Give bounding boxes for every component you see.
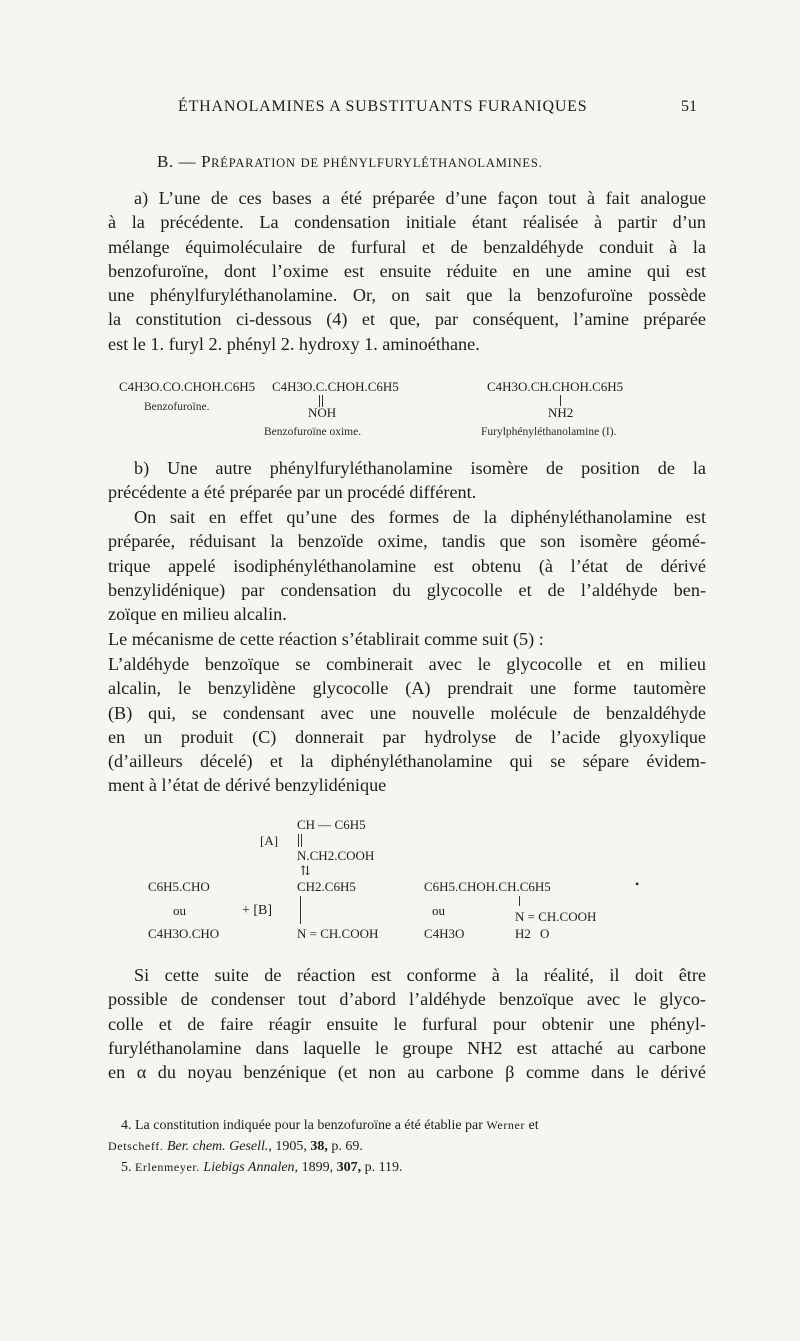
footnote-4-volume: 38, xyxy=(310,1139,328,1154)
formula-oxime-text: C4H3O.C.CHOH.C6H5 xyxy=(272,379,399,394)
single-bond-mark xyxy=(300,896,301,924)
paragraph-b xyxy=(108,456,706,505)
text-line: en α du noyau benzénique (et non au carbone β comme dans le dérivé xyxy=(108,1062,706,1083)
footnote-5-volume: 307, xyxy=(336,1160,362,1175)
text-line: alcalin, le benzylidène glycocolle (A) prendrait une forme tautomère xyxy=(108,678,706,699)
footnote-5-author: Erlenmeyer. xyxy=(135,1160,200,1174)
footnote-4-year: 1905, xyxy=(275,1139,307,1154)
text-line: b) Une autre phénylfuryléthanolamine isomère de position de la xyxy=(134,458,706,478)
formula-amine-label: Furylphényléthanolamine (I). xyxy=(481,426,617,438)
footnote-4 xyxy=(108,1115,706,1136)
formula-benzofuroine-text: C4H3O.CO.CHOH.C6H5 xyxy=(119,379,256,394)
formula-benzofuroine-label: Benzofuroïne. xyxy=(144,401,210,413)
scheme-c-h2: H2 xyxy=(515,926,531,941)
print-dot: • xyxy=(635,877,640,891)
section-heading-word: RÉPARATION xyxy=(211,156,296,170)
text-line: (d’ailleurs décelé) et la diphényléthanolamine qui se sépare évidem- xyxy=(108,751,706,772)
scheme-left-bottom: C4H3O.CHO xyxy=(148,926,220,941)
scheme-b-top: CH2.C6H5 xyxy=(297,879,356,894)
text-line: à la précédente. La condensation initiale étant réalisée à partir d’un xyxy=(108,212,706,233)
text-line: la constitution ci-dessous (4) et que, par conséquent, l’amine préparée xyxy=(108,309,706,330)
double-bond-mark xyxy=(301,834,302,847)
text-line: (B) qui, se condensant avec une nouvelle molécule de benzaldéhyde xyxy=(108,702,706,723)
scheme-a-label: [A] xyxy=(260,833,279,848)
scheme-a-top: CH — C6H5 xyxy=(297,817,366,832)
text-line: a) L’une de ces bases a été préparée d’une façon tout à fait analogue xyxy=(134,188,706,208)
footnote-4-text: 4. La constitution indiquée pour la benzofuroïne a été établie par xyxy=(121,1118,483,1133)
scheme-c-top: C6H5.CHOH.CH.C6H5 xyxy=(424,879,551,894)
footnote-4-author: Detscheff. xyxy=(108,1139,164,1153)
footnotes xyxy=(108,1115,706,1178)
text-line: est le 1. furyl 2. phényl 2. hydroxy 1. aminoéthane. xyxy=(108,333,480,354)
text-line: Si cette suite de réaction est conforme à la réalité, il doit être xyxy=(134,965,706,985)
scheme-b-bottom: N = CH.COOH xyxy=(297,926,379,941)
formula-oxime-sub: NOH xyxy=(308,405,337,420)
footnote-5 xyxy=(108,1157,706,1178)
text-line: trique appelé isodiphényléthanolamine est obtenu (à l’état de dérivé xyxy=(108,555,706,576)
text-line: précédente a été préparée par un procédé différent. xyxy=(108,482,477,503)
footnote-5-page: p. 119. xyxy=(364,1160,403,1175)
section-heading-prefix: B. — xyxy=(157,152,197,171)
paragraph-diphenyl xyxy=(108,505,706,626)
formula-amine-sub: NH2 xyxy=(548,405,574,420)
scheme-c-bottom-left: C4H3O xyxy=(424,926,465,941)
scheme-c-mid: ou xyxy=(432,903,445,918)
section-heading-initial: P xyxy=(201,152,212,171)
footnote-5-number: 5. xyxy=(121,1160,132,1175)
footnote-4-conj: et xyxy=(528,1118,539,1133)
scheme-c-n: N = CH.COOH xyxy=(515,909,597,924)
footnote-4-cont xyxy=(108,1136,706,1157)
running-title: ÉTHANOLAMINES A SUBSTITUANTS FURANIQUES xyxy=(178,98,588,115)
scheme-left-mid: ou xyxy=(173,903,186,918)
section-heading xyxy=(157,152,543,172)
footnote-4-author: Werner xyxy=(486,1118,526,1132)
scheme-left-top: C6H5.CHO xyxy=(148,879,210,894)
formula-amine-text: C4H3O.CH.CHOH.C6H5 xyxy=(487,379,624,394)
text-line: possible de condenser tout d’abord l’aldéhyde benzoïque avec le glyco- xyxy=(108,989,706,1010)
running-head xyxy=(0,98,800,122)
text-line: furyléthanolamine dans laquelle le groupe NH2 est attaché au carbone xyxy=(108,1037,706,1058)
text-line: mélange équimoléculaire de furfural et de benzaldéhyde conduit à la xyxy=(108,236,706,257)
paragraph-aldehyde xyxy=(108,652,706,798)
footnote-5-journal: Liebigs Annalen, xyxy=(203,1160,299,1175)
formula-oxime-label: Benzofuroïne oxime. xyxy=(264,426,362,438)
scheme-c-o: O xyxy=(540,926,550,941)
text-line: L’aldéhyde benzoïque se combinerait avec le glycocolle et en milieu xyxy=(108,654,706,674)
text-line: ment à l’état de dérivé benzylidénique xyxy=(108,775,387,796)
page-number: 51 xyxy=(681,98,697,115)
scheme-plus-b: + [B] xyxy=(242,903,273,918)
text-line: zoïque en milieu alcalin. xyxy=(108,604,287,625)
text-line: en un produit (C) donnerait par hydrolyse de l’acide glyoxylique xyxy=(108,726,706,747)
paragraph-conclusion xyxy=(108,963,706,1084)
paragraph-a xyxy=(108,186,706,356)
text-line: préparée, réduisant la benzoïde oxime, tandis que son isomère géomé- xyxy=(108,531,706,552)
double-bond-mark xyxy=(298,834,299,847)
text-line: colle et de faire réagir ensuite le furfural pour obtenir une phényl- xyxy=(108,1013,706,1034)
text-line: une phénylfuryléthanolamine. Or, on sait que la benzofuroïne possède xyxy=(108,285,706,306)
footnote-4-page: p. 69. xyxy=(331,1139,363,1154)
text-line: benzylidénique) par condensation du glycocolle et de l’aldéhyde ben- xyxy=(108,579,706,600)
single-bond-mark xyxy=(519,896,520,906)
text-line: benzofuroïne, dont l’oxime est ensuite réduite en une amine qui est xyxy=(108,260,706,281)
section-heading-rest: DE PHÉNYLFURYLÉTHANOLAMINES. xyxy=(300,156,543,170)
footnote-5-year: 1899, xyxy=(301,1160,334,1175)
scheme-a-bottom: N.CH2.COOH xyxy=(297,848,375,863)
equilibrium-arrows-icon: ⇅ xyxy=(300,863,311,878)
paragraph-mechanism xyxy=(108,627,706,651)
footnote-4-journal: Ber. chem. Gesell., xyxy=(166,1139,272,1154)
text-line: On sait en effet qu’une des formes de la diphényléthanolamine est xyxy=(134,507,706,527)
text-line: Le mécanisme de cette réaction s’établirait comme suit (5) : xyxy=(108,629,544,649)
